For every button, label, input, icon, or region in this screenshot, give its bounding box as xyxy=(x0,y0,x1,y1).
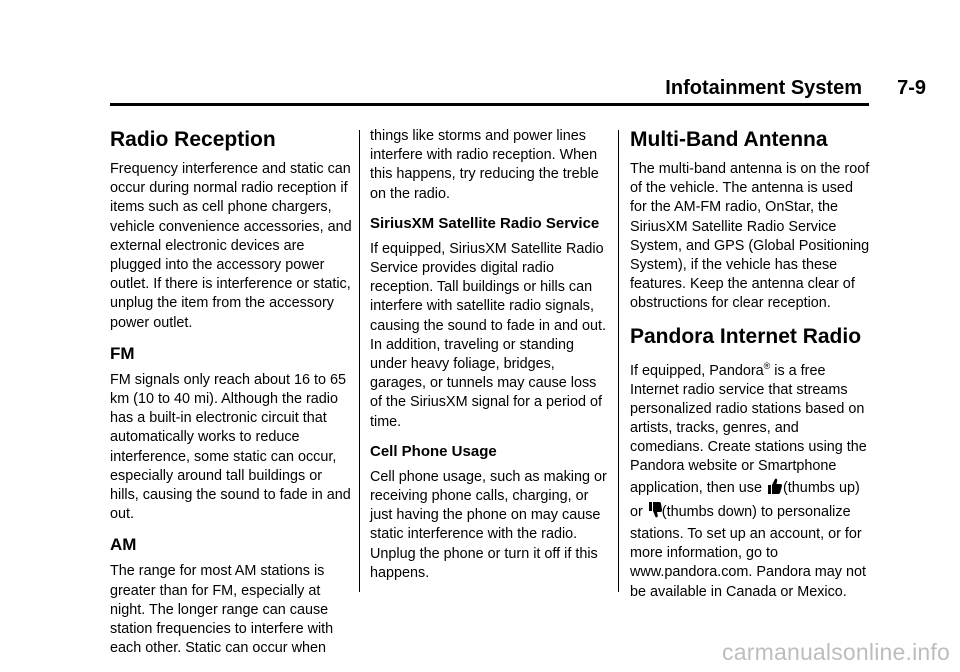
paragraph-multi-band-antenna: The multi-band antenna is on the roof of the vehicle. The antenna is used for the AM-FM radio, OnStar, the SiriusXM Satellite Radio Service System, and GPS (Global Positioning System), if the vehicle has these features. Keep the antenna clear of obstructions for clear reception. xyxy=(630,161,870,312)
pandora-text-1: If equipped, Pandora xyxy=(630,362,764,379)
pandora-text-3: (thumbs down) to personalize stations. To set up an account, or for more information, go to www.pandora.com. Pandora may not be available in Canada or Mexico. xyxy=(630,503,866,600)
paragraph-siriusxm: If equipped, SiriusXM Satellite Radio Service provides digital radio reception. Tall buildings or hills can interfere with satellite radio signals, causing the sound to fade in and out. In addition, traveling or standing under heavy foliage, bridges, garages, or tunnels may cause loss of the SiriusXM signal for a period of time. xyxy=(370,240,607,430)
page-header xyxy=(0,0,960,110)
heading-fm: FM xyxy=(110,343,135,363)
column-3 xyxy=(630,127,872,612)
heading-multi-band-antenna: Multi-Band Antenna xyxy=(630,128,828,151)
thumbs-up-icon xyxy=(766,477,783,501)
column-divider-2 xyxy=(618,130,619,592)
column-2 xyxy=(370,127,612,593)
heading-cell-phone-usage: Cell Phone Usage xyxy=(370,442,497,460)
heading-am: AM xyxy=(110,535,137,555)
column-divider-1 xyxy=(359,130,360,592)
heading-radio-reception: Radio Reception xyxy=(110,128,276,151)
paragraph-cell-phone-usage: Cell phone usage, such as making or receiving phone calls, charging, or just having the phone on may cause static interference with the radio. Unplug the phone or turn it off if this happens. xyxy=(370,468,607,581)
paragraph-pandora xyxy=(630,357,872,602)
registered-mark: ® xyxy=(763,360,771,371)
watermark: carmanualsonline.info xyxy=(722,639,950,665)
heading-siriusxm: SiriusXM Satellite Radio Service xyxy=(370,214,600,232)
header-rule xyxy=(110,103,869,106)
thumbs-down-icon xyxy=(647,501,662,525)
pandora-text-or: or xyxy=(630,503,647,520)
paragraph-fm: FM signals only reach about 16 to 65 km (10 to 40 mi). Although the radio has a built-in electronic circuit that automatically works to reduce interference, some static can occur, especially around tall buildings or hills, causing the sound to fade in and out. xyxy=(110,371,351,523)
column-1 xyxy=(110,127,352,668)
heading-pandora: Pandora Internet Radio xyxy=(630,324,862,348)
running-title: Infotainment System xyxy=(665,77,862,99)
paragraph-am: The range for most AM stations is greater than for FM, especially at night. The longer range can cause station frequencies to interfere with each other. Static can occur when xyxy=(110,563,334,657)
pandora-text-2: is a free Internet radio service that streams personalized radio stations based on artists, tracks, genres, and comedians. Create stations using the Pandora website or Smartphone application, then use xyxy=(630,362,867,496)
page-number: 7-9 xyxy=(897,77,926,99)
paragraph-radio-reception: Frequency interference and static can occur during normal radio reception if items such as cell phone chargers, vehicle convenience accessories, and external electronic devices are plugged into the accessory power outlet. If there is interference or static, unplug the item from the accessory power outlet. xyxy=(110,161,352,331)
paragraph-am-continued: things like storms and power lines interfere with radio reception. When this happens, try reducing the treble on the radio. xyxy=(370,128,599,202)
pandora-thumbs-up-label: (thumbs up) xyxy=(783,479,860,496)
